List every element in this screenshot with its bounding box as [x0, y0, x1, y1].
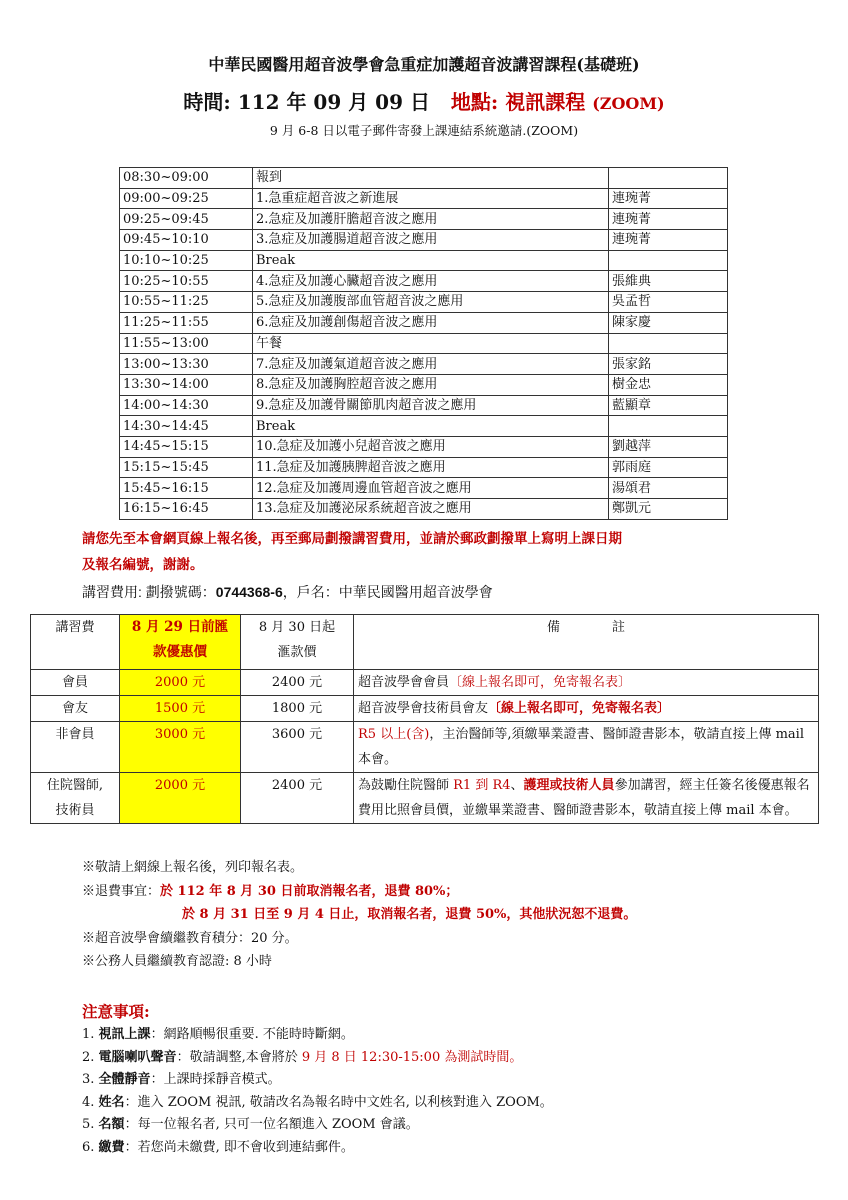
schedule-subject: 7.急症及加護氣道超音波之應用	[253, 354, 609, 375]
schedule-speaker: 張維典	[609, 271, 728, 292]
schedule-subject: 5.急症及加護腹部血管超音波之應用	[253, 292, 609, 313]
remark-highlight: 護理或技術人員	[523, 778, 615, 793]
header-fee-type: 講習費	[31, 615, 120, 670]
header-early-line2: 款優惠價	[153, 644, 207, 660]
schedule-row	[120, 168, 728, 189]
schedule-speaker: 劉越萍	[609, 436, 728, 457]
place-value: (ZOOM)	[592, 94, 665, 113]
attention-item	[82, 1069, 553, 1092]
fee-row-member	[31, 670, 819, 696]
schedule-row	[120, 271, 728, 292]
schedule-row	[120, 333, 728, 354]
schedule-subject: 8.急症及加護胸腔超音波之應用	[253, 374, 609, 395]
schedule-speaker: 樹金忠	[609, 374, 728, 395]
attention-text: ：每一位報名者, 只可一位名額進入 ZOOM 會議。	[124, 1117, 419, 1132]
schedule-subject: 12.急症及加護周邊血管超音波之應用	[253, 478, 609, 499]
attention-item	[82, 1137, 553, 1160]
attention-text: ：敬請調整,本會將於	[176, 1049, 302, 1065]
note-civil-servant-credits: ※公務人員繼續教育認證: 8 小時	[82, 954, 272, 969]
refund-rule-1: 於 112 年 8 月 30 日前取消報名者，退費 80%；	[160, 883, 459, 899]
schedule-time: 11:25~11:55	[120, 312, 253, 333]
schedule-time: 09:45~10:10	[120, 230, 253, 251]
attention-number: 4.	[82, 1094, 95, 1110]
schedule-speaker	[609, 168, 728, 189]
schedule-time: 16:15~16:45	[120, 499, 253, 520]
schedule-subject: 4.急症及加護心臟超音波之應用	[253, 271, 609, 292]
attention-key: 電腦喇叭聲音	[98, 1049, 177, 1065]
schedule-time: 11:55~13:00	[120, 333, 253, 354]
schedule-speaker	[609, 416, 728, 437]
schedule-row	[120, 292, 728, 313]
schedule-row	[120, 436, 728, 457]
schedule-time: 10:10~10:25	[120, 250, 253, 271]
schedule-speaker: 湯頌君	[609, 478, 728, 499]
zoom-invite-notice: 9 月 6-8 日以電子郵件寄發上課連結系統邀請.(ZOOM)	[269, 123, 579, 138]
attention-text: ：進入 ZOOM 視訊, 敬請改名為報名時中文姓名, 以利核對進入 ZOOM。	[124, 1094, 553, 1110]
attention-item	[82, 1047, 553, 1070]
schedule-speaker: 連琬菁	[609, 230, 728, 251]
event-time-place	[0, 86, 848, 115]
late-price: 3600 元	[241, 722, 354, 773]
schedule-speaker: 連琬菁	[609, 188, 728, 209]
schedule-subject: 11.急症及加護胰脾超音波之應用	[253, 457, 609, 478]
early-price: 2000 元	[120, 670, 241, 696]
fee-remark	[354, 696, 819, 722]
schedule-row	[120, 395, 728, 416]
account-name: ，戶名：中華民國醫用超音波學會	[282, 584, 493, 600]
header-remarks: 備 註	[354, 615, 819, 670]
payment-info	[82, 582, 493, 602]
schedule-speaker: 吳孟哲	[609, 292, 728, 313]
early-price: 3000 元	[120, 722, 241, 773]
schedule-speaker	[609, 333, 728, 354]
postal-account-number: 0744368-6	[215, 584, 283, 600]
schedule-subject: 報到	[253, 168, 609, 189]
attention-key: 全體靜音	[98, 1072, 151, 1087]
attention-item	[82, 1114, 553, 1137]
attention-item	[82, 1024, 553, 1047]
attention-list	[82, 1024, 553, 1159]
schedule-time: 08:30~09:00	[120, 168, 253, 189]
attention-number: 1.	[82, 1027, 95, 1042]
early-price: 2000 元	[120, 773, 241, 824]
attention-number: 6.	[82, 1139, 95, 1155]
schedule-speaker: 郭雨庭	[609, 457, 728, 478]
remark-highlight: R5 以上(含)	[358, 727, 430, 742]
attention-number: 3.	[82, 1072, 95, 1087]
attention-key: 視訊上課	[98, 1027, 151, 1042]
schedule-time: 14:30~14:45	[120, 416, 253, 437]
schedule-row	[120, 457, 728, 478]
note-register: ※敬請上網線上報名後，列印報名表。	[82, 860, 304, 875]
schedule-row	[120, 499, 728, 520]
attention-text: ：上課時採靜音模式。	[150, 1072, 281, 1087]
header-early-line1: 8 月 29 日前匯	[131, 619, 229, 635]
header-late-line1: 8 月 30 日起	[258, 620, 336, 635]
schedule-time: 15:45~16:15	[120, 478, 253, 499]
schedule-time: 09:00~09:25	[120, 188, 253, 209]
remark-text: ，主治醫師等,須繳畢業證書、醫師證書影本，敬請直接上傳 mail 本會。	[358, 727, 805, 767]
remark-text: 、	[510, 778, 524, 793]
attention-key: 姓名	[98, 1094, 125, 1110]
registration-instruction-1: 請您先至本會網頁線上報名後，再至郵局劃撥講習費用，並請於郵政劃撥單上寫明上課日期	[82, 531, 622, 547]
refund-label: ※退費事宜：	[82, 883, 161, 899]
place-label: 地點: 視訊課程	[450, 90, 586, 114]
remark-highlight: 〔線上報名即可，免寄報名表〕	[449, 675, 632, 690]
schedule-speaker: 鄭凱元	[609, 499, 728, 520]
schedule-table	[119, 167, 728, 520]
notes-section	[82, 856, 636, 974]
remark-text: 超音波學會會員	[358, 675, 450, 690]
note-credits: ※超音波學會續繼教育積分：20 分。	[82, 930, 298, 946]
fee-row-resident	[31, 773, 819, 824]
schedule-time: 10:55~11:25	[120, 292, 253, 313]
schedule-speaker: 陳家慶	[609, 312, 728, 333]
attention-text: ：網路順暢很重要. 不能時時斷網。	[150, 1027, 354, 1042]
fee-type: 非會員	[31, 722, 120, 773]
fee-table	[30, 614, 819, 824]
schedule-row	[120, 230, 728, 251]
note-refund-2	[82, 903, 636, 927]
schedule-row	[120, 312, 728, 333]
remark-highlight: 〔線上報名即可，免寄報名表〕	[488, 701, 671, 716]
attention-key: 名額	[98, 1117, 125, 1132]
fee-remark	[354, 670, 819, 696]
note-refund	[82, 880, 636, 904]
schedule-subject: 9.急症及加護骨關節肌肉超音波之應用	[253, 395, 609, 416]
schedule-time: 10:25~10:55	[120, 271, 253, 292]
fee-remark	[354, 773, 819, 824]
attention-key: 繳費	[98, 1139, 125, 1155]
attention-item	[82, 1092, 553, 1115]
remark-highlight: R1 到 R4	[453, 778, 511, 793]
schedule-speaker	[609, 250, 728, 271]
header-late-price	[241, 615, 354, 670]
schedule-speaker: 連琬菁	[609, 209, 728, 230]
late-price: 1800 元	[241, 696, 354, 722]
late-price: 2400 元	[241, 670, 354, 696]
header-early-price	[120, 615, 241, 670]
attention-number: 5.	[82, 1117, 95, 1132]
schedule-time: 15:15~15:45	[120, 457, 253, 478]
schedule-subject: 10.急症及加護小兒超音波之應用	[253, 436, 609, 457]
schedule-speaker: 張家銘	[609, 354, 728, 375]
schedule-row	[120, 209, 728, 230]
schedule-subject: 午餐	[253, 333, 609, 354]
schedule-subject: Break	[253, 416, 609, 437]
header-late-line2: 滙款價	[277, 645, 317, 660]
fee-type	[31, 773, 120, 824]
remark-text: 超音波學會技術員會友	[358, 701, 489, 716]
fee-row-non-member	[31, 722, 819, 773]
schedule-row	[120, 416, 728, 437]
remark-text: 參加講習，經主任簽名後優惠報名費用比照會員價，並繳畢業證書、醫師證書影本，敬請直接上傳 mail 本會。	[358, 778, 810, 818]
schedule-row	[120, 354, 728, 375]
fee-type: 會員	[31, 670, 120, 696]
document-title: 中華民國醫用超音波學會急重症加護超音波講習課程(基礎班)	[208, 55, 640, 74]
schedule-subject: 2.急症及加護肝膽超音波之應用	[253, 209, 609, 230]
fee-type-line2: 技術員	[55, 803, 95, 818]
schedule-time: 14:45~15:15	[120, 436, 253, 457]
schedule-subject: 13.急症及加護泌尿系統超音波之應用	[253, 499, 609, 520]
schedule-time: 09:25~09:45	[120, 209, 253, 230]
remark-text: 為鼓勵住院醫師	[358, 778, 454, 793]
attention-number: 2.	[82, 1049, 95, 1065]
attention-highlight: 9 月 8 日 12:30-15:00 為測試時間。	[301, 1049, 523, 1065]
fee-type: 會友	[31, 696, 120, 722]
schedule-row	[120, 478, 728, 499]
attention-text: ：若您尚未繳費, 即不會收到連結郵件。	[124, 1139, 354, 1155]
fee-type-line1: 住院醫師,	[46, 778, 104, 793]
payment-prefix: 講習費用: 劃撥號碼：	[82, 584, 216, 600]
attention-title: 注意事項:	[82, 1002, 150, 1021]
schedule-speaker: 藍顯章	[609, 395, 728, 416]
schedule-subject: 6.急症及加護創傷超音波之應用	[253, 312, 609, 333]
registration-instruction-2: 及報名編號，謝謝。	[82, 557, 204, 573]
schedule-subject: 3.急症及加護腸道超音波之應用	[253, 230, 609, 251]
fee-row-associate	[31, 696, 819, 722]
schedule-row	[120, 374, 728, 395]
fee-remark	[354, 722, 819, 773]
schedule-time: 14:00~14:30	[120, 395, 253, 416]
schedule-subject: Break	[253, 250, 609, 271]
time-value: 112 年 09 月 09 日	[237, 90, 430, 114]
fee-table-header	[31, 615, 819, 670]
schedule-subject: 1.急重症超音波之新進展	[253, 188, 609, 209]
refund-rule-2: 於 8 月 31 日至 9 月 4 日止，取消報名者，退費 50%，其他狀況恕不退費。	[182, 907, 637, 922]
schedule-row	[120, 250, 728, 271]
schedule-time: 13:30~14:00	[120, 374, 253, 395]
schedule-row	[120, 188, 728, 209]
early-price: 1500 元	[120, 696, 241, 722]
schedule-time: 13:00~13:30	[120, 354, 253, 375]
late-price: 2400 元	[241, 773, 354, 824]
time-label: 時間:	[183, 90, 231, 114]
